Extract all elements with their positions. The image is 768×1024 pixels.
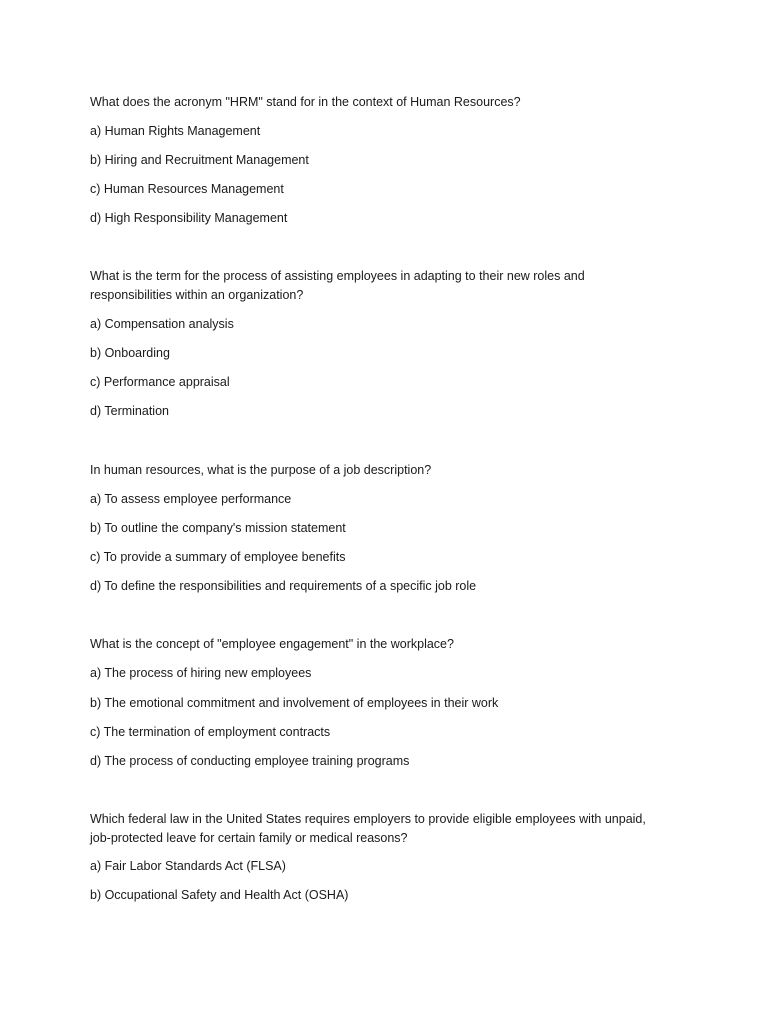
question-3 xyxy=(90,461,670,593)
question-5-text: Which federal law in the United States requires employers to provide eligible employees with unpaid, job-protected leave for certain family or medical reasons? xyxy=(90,812,646,845)
question-4-option-b: b) The emotional commitment and involvement of employees in their work xyxy=(90,696,499,710)
question-3-option-d: d) To define the responsibilities and requirements of a specific job role xyxy=(90,579,477,593)
question-1-option-a: a) Human Rights Management xyxy=(90,124,261,138)
question-4-option-c: c) The termination of employment contracts xyxy=(90,725,331,739)
question-2-option-a: a) Compensation analysis xyxy=(90,317,234,331)
question-3-option-c: c) To provide a summary of employee benefits xyxy=(90,550,346,564)
question-4-option-d: d) The process of conducting employee training programs xyxy=(90,754,410,768)
question-1-option-d: d) High Responsibility Management xyxy=(90,211,288,225)
question-5-option-b: b) Occupational Safety and Health Act (OSHA) xyxy=(90,888,349,902)
question-1-text: What does the acronym "HRM" stand for in the context of Human Resources? xyxy=(90,95,521,109)
question-2-option-c: c) Performance appraisal xyxy=(90,375,230,389)
question-4-option-a: a) The process of hiring new employees xyxy=(90,666,312,680)
question-3-option-b: b) To outline the company's mission statement xyxy=(90,521,346,535)
question-1-option-c: c) Human Resources Management xyxy=(90,182,284,196)
question-3-option-a: a) To assess employee performance xyxy=(90,492,292,506)
question-3-text: In human resources, what is the purpose of a job description? xyxy=(90,463,432,477)
question-2-option-d: d) Termination xyxy=(90,404,169,418)
question-2-text: What is the term for the process of assisting employees in adapting to their new roles and responsibilities within an organization? xyxy=(90,269,585,302)
question-2 xyxy=(90,267,670,418)
question-1-option-b: b) Hiring and Recruitment Management xyxy=(90,153,309,167)
question-1 xyxy=(90,93,670,225)
question-4-text: What is the concept of "employee engagement" in the workplace? xyxy=(90,637,454,651)
question-5-option-a: a) Fair Labor Standards Act (FLSA) xyxy=(90,859,286,873)
question-2-option-b: b) Onboarding xyxy=(90,346,170,360)
question-5 xyxy=(90,810,670,902)
question-4 xyxy=(90,635,670,768)
